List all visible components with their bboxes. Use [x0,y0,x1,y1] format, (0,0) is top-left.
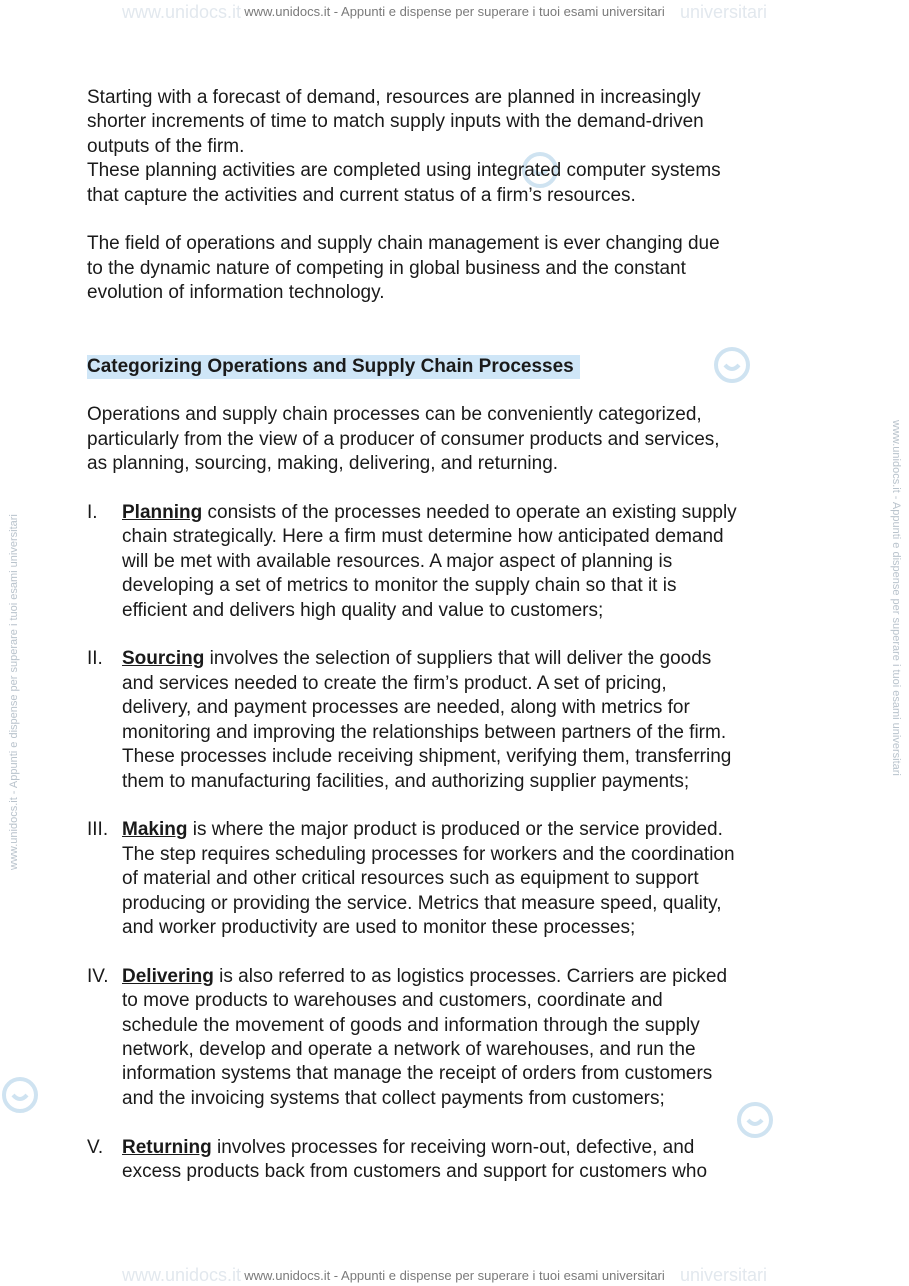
section-heading: Categorizing Operations and Supply Chain Processes [87,355,580,379]
list-item-text: of material and other critical resources such as equipment to support [122,868,699,890]
list-item-making [87,818,827,940]
list-item-number: IV. [87,965,109,987]
list-item-sourcing [87,647,827,793]
list-item-text: and worker productivity are used to monitor these processes; [122,916,636,938]
watermark-side-right: www.unidocs.it - Appunti e dispense per superare i tuoi esami universitari [890,420,902,776]
list-item-text: involves the selection of suppliers that will deliver the goods [204,648,712,670]
list-item-delivering [87,965,827,1111]
list-item-text: and the invoicing systems that collect payments from customers; [122,1087,665,1109]
intro-line: outputs of the firm. [87,135,245,157]
list-item-text: information systems that manage the receipt of orders from customers [122,1063,713,1085]
list-item-text: and services needed to create the firm’s product. A set of pricing, [122,672,667,694]
section-intro-line: particularly from the view of a producer of consumer products and services, [87,428,720,450]
watermark-faint-top: www.unidocs.it [122,2,242,22]
list-item-text: efficient and delivers high quality and value to customers; [122,599,604,621]
list-item-text: delivery, and payment processes are needed, along with metrics for [122,697,690,719]
intro-line: The field of operations and supply chain management is ever changing due [87,233,720,255]
list-item-text: The step requires scheduling processes for workers and the coordination [122,843,735,865]
list-item-text: will be met with available resources. A major aspect of planning is [122,550,673,572]
intro-line: shorter increments of time to match supply inputs with the demand-driven [87,111,704,133]
watermark-footer: www.unidocs.it - Appunti e dispense per superare i tuoi esami universitari [244,1268,665,1283]
list-item-term: Making [122,819,188,841]
list-item-number: II. [87,648,103,670]
list-item-returning [87,1136,827,1185]
list-item-text: consists of the processes needed to operate an existing supply [202,502,737,524]
intro-line: These planning activities are completed using integrated computer systems [87,160,721,182]
list-item-text: involves processes for receiving worn-out, defective, and [211,1136,695,1158]
list-item-text: These processes include receiving shipment, verifying them, transferring [122,746,732,768]
list-item-text: to move products to warehouses and customers, coordinate and [122,990,663,1012]
list-item-term: Delivering [122,965,214,987]
list-item-text: producing or providing the service. Metrics that measure speed, quality, [122,892,722,914]
watermark-faint-bottom: www.unidocs.it [122,1265,242,1285]
list-item-text: is where the major product is produced or the service provided. [187,819,723,841]
list-item-text: network, develop and operate a network of warehouses, and run the [122,1038,696,1060]
list-item-text: excess products back from customers and support for customers who [122,1160,708,1182]
intro-line: to the dynamic nature of competing in global business and the constant [87,257,686,279]
watermark-faint-top-right: universitari [680,2,768,22]
list-item-term: Sourcing [122,648,205,670]
intro-line: evolution of information technology. [87,282,385,304]
section-intro-line: Operations and supply chain processes can be conveniently categorized, [87,404,702,426]
list-item-text: is also referred to as logistics processes. Carriers are picked [213,965,728,987]
watermark-faint-bottom-right: universitari [680,1265,768,1285]
watermark-side-left: www.unidocs.it - Appunti e dispense per superare i tuoi esami universitari [8,514,20,870]
list-item-text: chain strategically. Here a firm must determine how anticipated demand [122,526,724,548]
section-intro-line: as planning, sourcing, making, delivering, and returning. [87,453,559,475]
list-item-text: them to manufacturing facilities, and authorizing supplier payments; [122,770,690,792]
list-item-planning [87,501,827,623]
list-item-term: Planning [122,502,203,524]
list-item-text: developing a set of metrics to monitor the supply chain so that it is [122,575,677,597]
intro-line: Starting with a forecast of demand, resources are planned in increasingly [87,87,701,108]
list-item-text: monitoring and improving the relationships between partners of the firm. [122,721,727,743]
watermark-header: www.unidocs.it - Appunti e dispense per superare i tuoi esami universitari [244,4,665,19]
list-item-number: I. [87,502,98,524]
intro-line: that capture the activities and current status of a firm’s resources. [87,184,636,206]
list-item-text: schedule the movement of goods and information through the supply [122,1014,700,1036]
list-item-term: Returning [122,1136,212,1158]
list-item-number: V. [87,1136,104,1158]
unidocs-logo-icon [0,1075,40,1115]
list-item-number: III. [87,819,109,841]
document-body [87,86,827,1184]
